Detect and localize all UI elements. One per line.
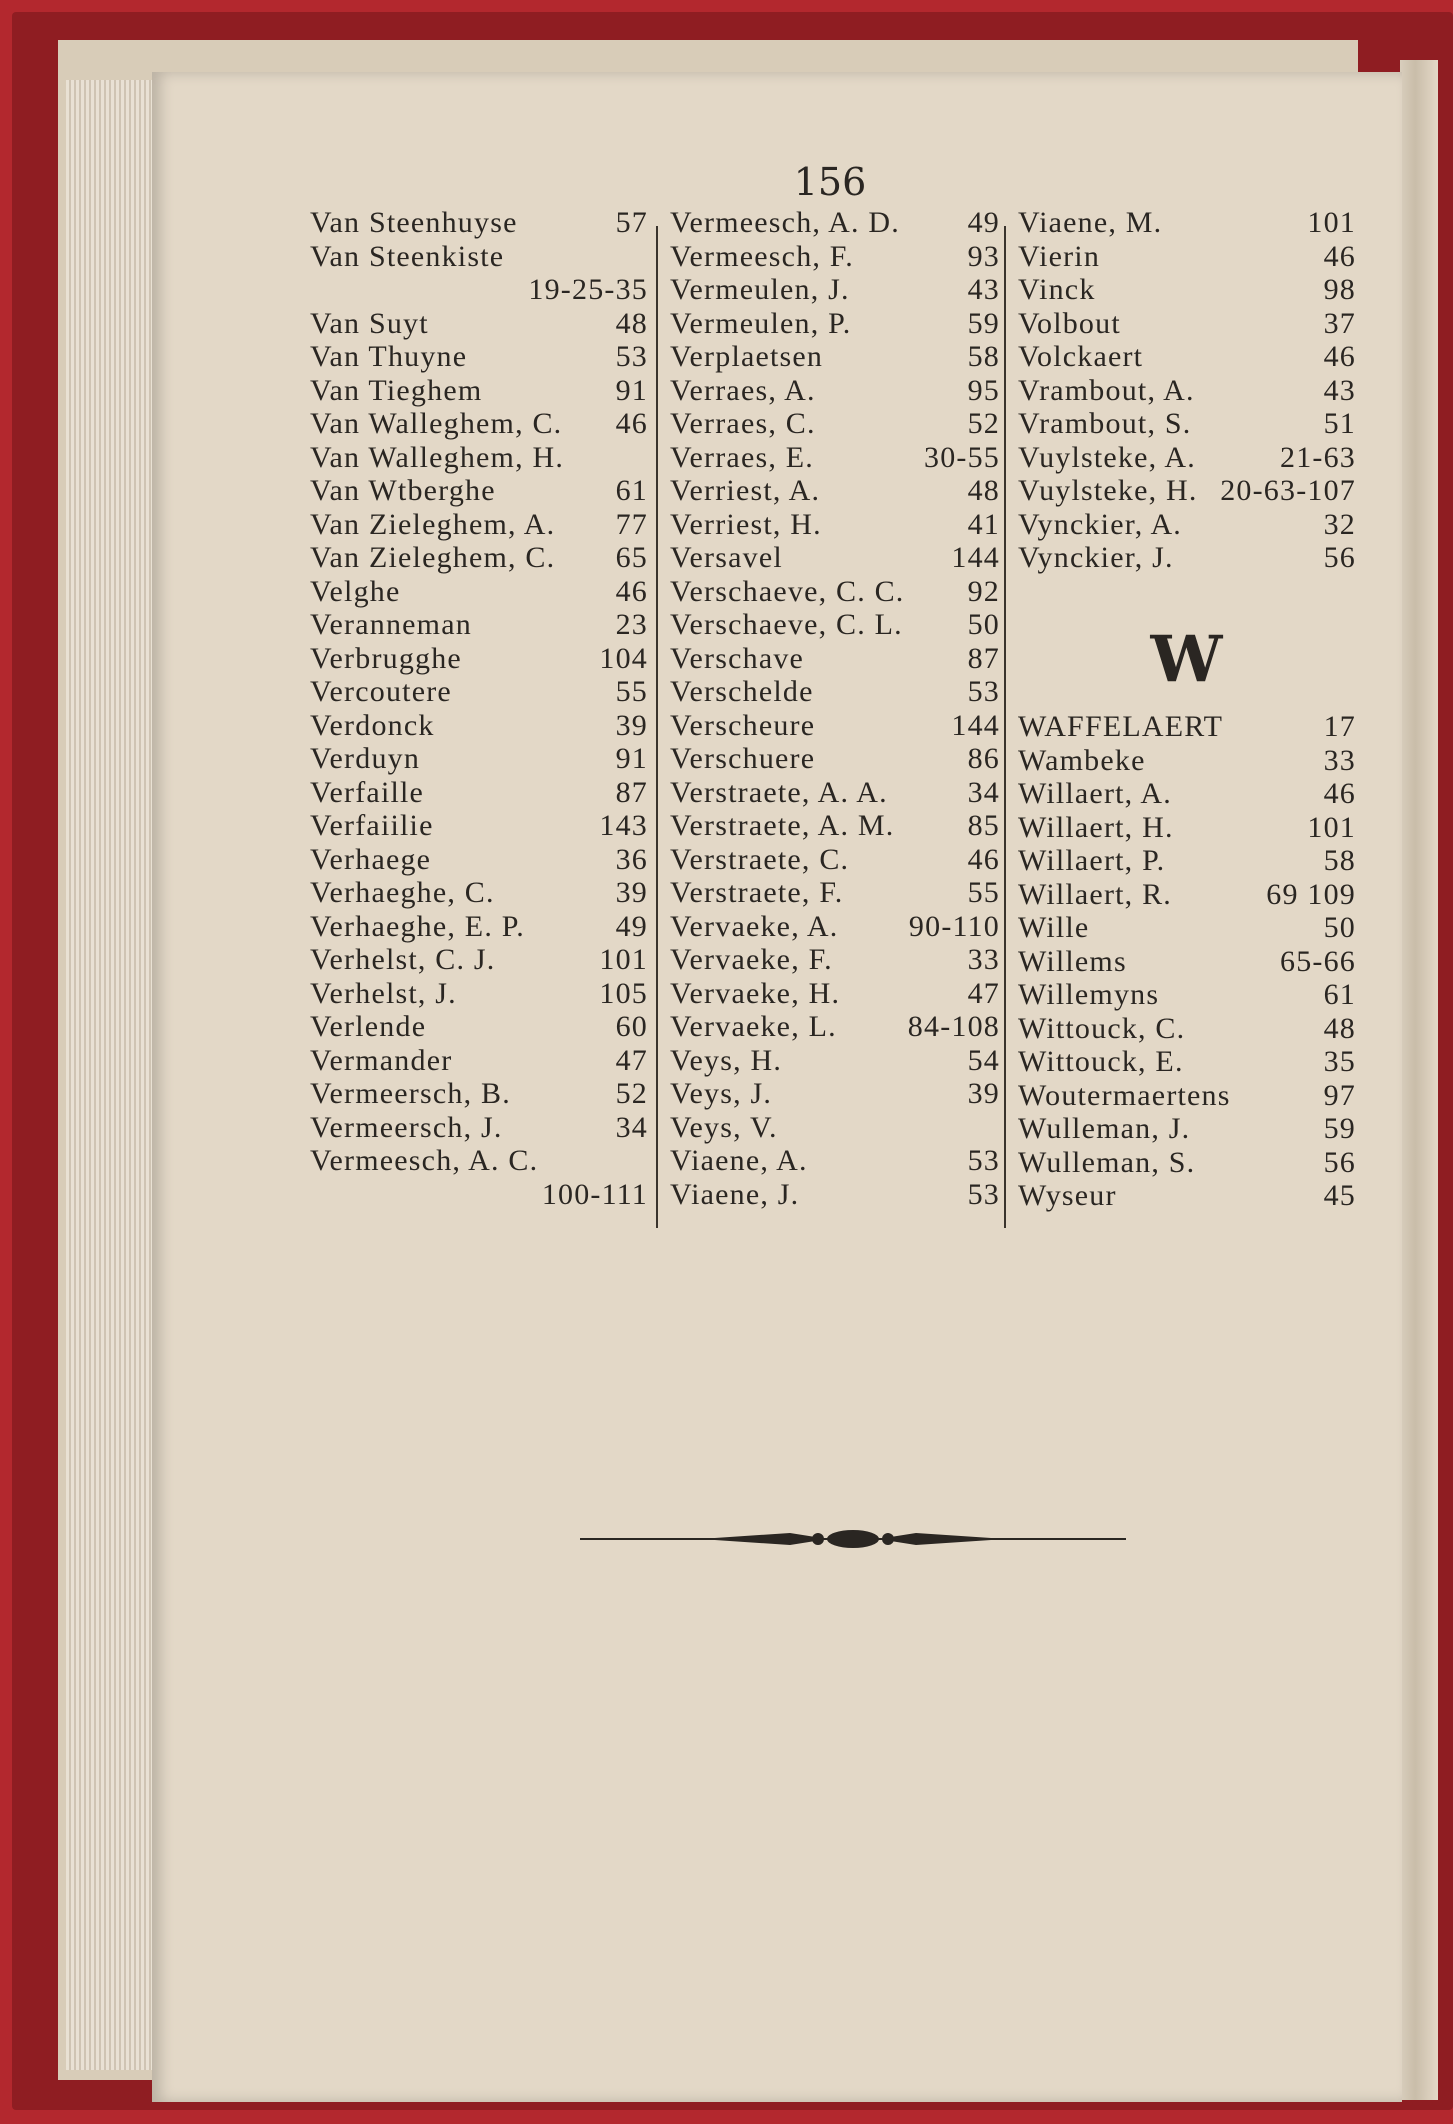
index-entry [1018, 1112, 1356, 1146]
entry-page-reference: 61 [615, 474, 648, 507]
entry-name: Willaert, H. [1018, 810, 1174, 844]
entry-name: Willaert, A. [1018, 777, 1172, 810]
index-entry [310, 240, 648, 274]
index-entry [670, 809, 1000, 843]
entry-page-reference: 35 [1323, 1045, 1356, 1078]
index-entry [670, 742, 1000, 776]
index-entry [670, 307, 1000, 341]
entry-page-reference: 53 [615, 340, 648, 373]
index-entry [310, 675, 648, 709]
index-entry [1018, 1146, 1356, 1180]
index-entry [670, 876, 1000, 910]
entry-page-reference: 61 [1323, 978, 1356, 1011]
spacer [1018, 575, 1356, 609]
entry-page-reference: 19-25-35 [528, 273, 648, 306]
index-entry [670, 1111, 1000, 1145]
entry-name: Verhelst, J. [310, 976, 457, 1010]
entry-page-reference: 104 [599, 641, 648, 675]
entry-page-reference: 60 [615, 1010, 648, 1043]
entry-page-reference: 53 [967, 1144, 1000, 1177]
entry-name: Van Zieleghem, C. [310, 541, 556, 574]
entry-page-reference: 49 [615, 909, 648, 943]
index-entry [670, 675, 1000, 709]
entry-name: Van Steenhuyse [310, 206, 518, 239]
entry-page-reference: 46 [615, 574, 648, 608]
index-entry [670, 273, 1000, 307]
entry-name: Vuylsteke, H. [1018, 474, 1198, 507]
entry-name: Veranneman [310, 608, 472, 641]
entry-page-reference: 100-111 [541, 1177, 648, 1211]
entry-name: Veys, V. [670, 1110, 778, 1144]
column-divider-2 [1004, 226, 1006, 1228]
entry-name: Woutermaertens [1018, 1078, 1231, 1112]
index-entry [1018, 1179, 1356, 1213]
index-entry [310, 1144, 648, 1178]
index-entry [670, 1077, 1000, 1111]
entry-name: Verhaeghe, C. [310, 876, 495, 909]
index-entry [1018, 945, 1356, 979]
index-entry [310, 1010, 648, 1044]
entry-name: Verschave [670, 641, 805, 675]
entry-page-reference: 92 [967, 574, 1000, 608]
entry-page-reference: 52 [615, 1077, 648, 1110]
index-entry [310, 910, 648, 944]
index-entry [1018, 541, 1356, 575]
entry-page-reference: 34 [967, 775, 1000, 809]
entry-page-reference: 37 [1323, 306, 1356, 340]
entry-name: Verstraete, C. [670, 842, 850, 876]
index-entry [310, 575, 648, 609]
entry-page-reference: 45 [1323, 1179, 1356, 1212]
entry-name: Wittouck, E. [1018, 1045, 1184, 1078]
entry-page-reference: 56 [1323, 541, 1356, 574]
entry-name: Wittouck, C. [1018, 1011, 1186, 1045]
index-entry [1018, 978, 1356, 1012]
entry-page-reference: 52 [967, 407, 1000, 440]
entry-name: Vermeersch, J. [310, 1110, 503, 1144]
entry-name: Verschaeve, C. C. [670, 574, 905, 608]
index-entry [1018, 374, 1356, 408]
index-entry [1018, 811, 1356, 845]
page-stack-edges [66, 80, 162, 2070]
index-entry [670, 1144, 1000, 1178]
index-entry [1018, 911, 1356, 945]
entry-page-reference: 48 [1323, 1011, 1356, 1045]
entry-name: Verschaeve, C. L. [670, 608, 903, 641]
entry-name: Verstraete, A. M. [670, 809, 895, 842]
index-entry [1018, 744, 1356, 778]
entry-name: Verriest, H. [670, 507, 822, 541]
index-entry [670, 474, 1000, 508]
index-entry [670, 575, 1000, 609]
entry-page-reference: 49 [967, 206, 1000, 239]
entry-page-reference: 34 [615, 1110, 648, 1144]
entry-page-reference: 33 [1323, 743, 1356, 777]
entry-name: Willems [1018, 944, 1127, 978]
entry-page-reference: 46 [1323, 239, 1356, 273]
entry-name: Verstraete, F. [670, 876, 844, 909]
index-entry [310, 1077, 648, 1111]
entry-name: Verraes, A. [670, 373, 816, 407]
entry-name: Verriest, A. [670, 474, 821, 507]
index-entry [670, 240, 1000, 274]
entry-page-reference: 65-66 [1280, 944, 1356, 978]
entry-page-reference: 65 [615, 541, 648, 574]
index-entry [310, 206, 648, 240]
entry-name: Willaert, R. [1018, 877, 1172, 911]
entry-page-reference: 53 [967, 675, 1000, 708]
entry-page-reference: 20-63-107 [1220, 474, 1356, 507]
entry-page-reference: 95 [967, 373, 1000, 407]
entry-page-reference: 54 [967, 1043, 1000, 1077]
entry-name: Verduyn [310, 742, 421, 775]
index-entry [1018, 844, 1356, 878]
entry-page-reference: 69 109 [1266, 877, 1356, 911]
index-entry [310, 608, 648, 642]
entry-name: Wambeke [1018, 743, 1146, 777]
index-entry [1018, 878, 1356, 912]
index-entry [670, 910, 1000, 944]
index-entry [310, 1044, 648, 1078]
entry-name: Vynckier, A. [1018, 507, 1183, 541]
entry-name: Van Steenkiste [310, 239, 505, 273]
entry-page-reference: 97 [1323, 1078, 1356, 1112]
entry-page-reference: 87 [967, 641, 1000, 675]
index-entry [670, 1044, 1000, 1078]
entry-page-reference: 91 [615, 373, 648, 407]
entry-page-reference: 77 [615, 507, 648, 541]
index-entry [310, 977, 648, 1011]
entry-name: Vermeulen, P. [670, 306, 852, 340]
right-page-gutter [1400, 60, 1438, 2100]
entry-name: Vermeesch, F. [670, 239, 854, 273]
entry-page-reference: 41 [967, 507, 1000, 541]
entry-name: Volckaert [1018, 340, 1144, 373]
index-entry [1018, 273, 1356, 307]
index-entry [670, 407, 1000, 441]
entry-page-reference: 50 [1323, 911, 1356, 944]
entry-name: Verbrugghe [310, 641, 462, 675]
index-entry [670, 1178, 1000, 1212]
entry-name: Verplaetsen [670, 340, 824, 373]
index-entry [310, 843, 648, 877]
entry-page-reference: 39 [615, 708, 648, 742]
entry-name: Van Thuyne [310, 340, 468, 373]
entry-name: Vermeesch, A. C. [310, 1144, 539, 1177]
entry-name: WAFFELAERT [1018, 710, 1224, 743]
entry-name: Wyseur [1018, 1179, 1117, 1212]
index-entry [1018, 441, 1356, 475]
entry-name: Verraes, E. [670, 440, 814, 474]
entry-page-reference: 56 [1323, 1145, 1356, 1179]
column-divider-1 [656, 226, 658, 1228]
index-entry [310, 441, 648, 475]
entry-name: Wille [1018, 911, 1090, 944]
index-entry [1018, 240, 1356, 274]
index-entry [670, 943, 1000, 977]
index-entry [310, 374, 648, 408]
index-entry [310, 776, 648, 810]
entry-name: Volbout [1018, 306, 1121, 340]
index-entry [670, 206, 1000, 240]
index-entry [670, 1010, 1000, 1044]
entry-page-reference: 101 [1307, 810, 1356, 844]
entry-name: Verhelst, C. J. [310, 943, 496, 976]
entry-page-reference: 51 [1323, 407, 1356, 440]
entry-name: Versavel [670, 541, 783, 574]
entry-page-reference: 58 [1323, 844, 1356, 877]
entry-name: Veys, J. [670, 1077, 773, 1110]
index-entry [310, 340, 648, 374]
entry-page-reference: 101 [1307, 206, 1356, 239]
index-entry [670, 374, 1000, 408]
index-entry [310, 1178, 648, 1212]
entry-name: Viaene, M. [1018, 206, 1163, 239]
index-entry [310, 642, 648, 676]
entry-page-reference: 144 [951, 708, 1000, 742]
index-entry [310, 273, 648, 307]
entry-name: Van Walleghem, C. [310, 407, 563, 440]
entry-name: Vermeulen, J. [670, 273, 850, 306]
index-entry [1018, 407, 1356, 441]
index-entry [670, 977, 1000, 1011]
entry-name: Velghe [310, 574, 401, 608]
entry-page-reference: 43 [967, 273, 1000, 306]
entry-name: Veys, H. [670, 1043, 783, 1077]
index-entry [310, 541, 648, 575]
entry-page-reference: 55 [615, 675, 648, 708]
entry-page-reference: 36 [615, 842, 648, 876]
entry-name: Vercoutere [310, 675, 452, 708]
entry-name: Vervaeke, L. [670, 1010, 837, 1043]
index-entry [1018, 340, 1356, 374]
index-entry [310, 508, 648, 542]
entry-name: Vrambout, S. [1018, 407, 1192, 440]
entry-name: Viaene, A. [670, 1144, 808, 1177]
index-entry [310, 876, 648, 910]
entry-name: Wulleman, J. [1018, 1112, 1191, 1145]
entry-name: Vermeesch, A. D. [670, 206, 900, 239]
entry-page-reference: 90-110 [908, 909, 1000, 943]
index-list-v-entries [1018, 206, 1356, 575]
entry-page-reference: 50 [967, 608, 1000, 641]
index-column-1 [310, 206, 648, 1211]
index-entry [1018, 307, 1356, 341]
index-entry [1018, 1045, 1356, 1079]
entry-page-reference: 93 [967, 239, 1000, 273]
index-entry [310, 407, 648, 441]
index-list-w-entries [1018, 710, 1356, 1213]
page-number: 156 [793, 160, 867, 204]
entry-page-reference: 47 [967, 976, 1000, 1010]
index-entry [670, 608, 1000, 642]
entry-page-reference: 57 [615, 206, 648, 239]
entry-page-reference: 98 [1323, 273, 1356, 306]
entry-page-reference: 143 [599, 809, 648, 842]
index-entry [310, 809, 648, 843]
entry-name: Verlende [310, 1010, 427, 1043]
entry-name: Vervaeke, H. [670, 976, 841, 1010]
entry-page-reference: 48 [615, 306, 648, 340]
entry-name: Vynckier, J. [1018, 541, 1174, 574]
entry-page-reference: 33 [967, 943, 1000, 976]
entry-name: Verraes, C. [670, 407, 816, 440]
index-entry [670, 776, 1000, 810]
entry-name: Vervaeke, F. [670, 943, 833, 976]
entry-page-reference: 46 [1323, 777, 1356, 810]
entry-page-reference: 84-108 [907, 1010, 1000, 1043]
entry-page-reference: 43 [1323, 373, 1356, 407]
entry-page-reference: 85 [967, 809, 1000, 842]
entry-page-reference: 55 [967, 876, 1000, 909]
entry-page-reference: 58 [967, 340, 1000, 373]
entry-name: Verhaeghe, E. P. [310, 909, 525, 943]
entry-name: Verfaiilie [310, 809, 434, 842]
entry-name: Verscheure [670, 708, 816, 742]
entry-name: Verhaege [310, 842, 432, 876]
entry-name: Verdonck [310, 708, 435, 742]
entry-name: Willemyns [1018, 978, 1160, 1011]
entry-page-reference: 86 [967, 742, 1000, 775]
entry-page-reference: 23 [615, 608, 648, 641]
index-entry [1018, 710, 1356, 744]
index-entry [310, 474, 648, 508]
index-entry [310, 1111, 648, 1145]
index-column-3 [1018, 206, 1356, 1213]
entry-name: Vermeersch, B. [310, 1077, 511, 1110]
entry-page-reference: 46 [1323, 340, 1356, 373]
entry-name: Vierin [1018, 239, 1101, 273]
entry-name: Willaert, P. [1018, 844, 1166, 877]
entry-name: Van Zieleghem, A. [310, 507, 556, 541]
entry-name: Viaene, J. [670, 1177, 800, 1211]
entry-page-reference: 39 [615, 876, 648, 909]
ornamental-divider-icon [580, 1522, 1126, 1556]
entry-page-reference: 32 [1323, 507, 1356, 541]
index-entry [670, 709, 1000, 743]
index-entry [310, 307, 648, 341]
entry-name: Verfaille [310, 775, 425, 809]
entry-page-reference: 105 [599, 976, 648, 1010]
entry-page-reference: 46 [615, 407, 648, 440]
index-entry [310, 742, 648, 776]
index-entry [670, 541, 1000, 575]
section-letter-heading: W [1150, 621, 1224, 697]
entry-page-reference: 46 [967, 842, 1000, 876]
entry-page-reference: 48 [967, 474, 1000, 507]
entry-name: Vuylsteke, A. [1018, 440, 1196, 474]
index-entry [310, 943, 648, 977]
index-entry [1018, 1079, 1356, 1113]
entry-name: Van Wtberghe [310, 474, 496, 507]
entry-page-reference: 59 [967, 306, 1000, 340]
entry-page-reference: 91 [615, 742, 648, 775]
entry-page-reference: 47 [615, 1043, 648, 1077]
entry-name: Vrambout, A. [1018, 373, 1195, 407]
index-entry [1018, 1012, 1356, 1046]
index-entry [670, 441, 1000, 475]
entry-name: Van Walleghem, H. [310, 440, 565, 474]
index-entry [1018, 474, 1356, 508]
index-entry [1018, 508, 1356, 542]
index-entry [670, 508, 1000, 542]
entry-page-reference: 101 [599, 943, 648, 976]
index-entry [670, 340, 1000, 374]
index-entry [670, 843, 1000, 877]
index-entry [310, 709, 648, 743]
entry-page-reference: 144 [951, 541, 1000, 574]
index-column-2 [670, 206, 1000, 1211]
entry-page-reference: 21-63 [1280, 440, 1356, 474]
entry-name: Vermander [310, 1043, 453, 1077]
entry-name: Vinck [1018, 273, 1096, 306]
entry-name: Verstraete, A. A. [670, 775, 888, 809]
entry-name: Vervaeke, A. [670, 909, 839, 943]
entry-page-reference: 53 [967, 1177, 1000, 1211]
entry-name: Van Tieghem [310, 373, 483, 407]
entry-page-reference: 87 [615, 775, 648, 809]
index-entry [1018, 206, 1356, 240]
entry-page-reference: 17 [1323, 710, 1356, 743]
entry-page-reference: 30-55 [924, 440, 1000, 474]
entry-name: Van Suyt [310, 306, 429, 340]
index-entry [670, 642, 1000, 676]
index-entry [1018, 777, 1356, 811]
entry-page-reference: 59 [1323, 1112, 1356, 1145]
entry-name: Verschuere [670, 742, 816, 775]
entry-name: Verschelde [670, 675, 814, 708]
entry-page-reference: 39 [967, 1077, 1000, 1110]
entry-name: Wulleman, S. [1018, 1145, 1196, 1179]
